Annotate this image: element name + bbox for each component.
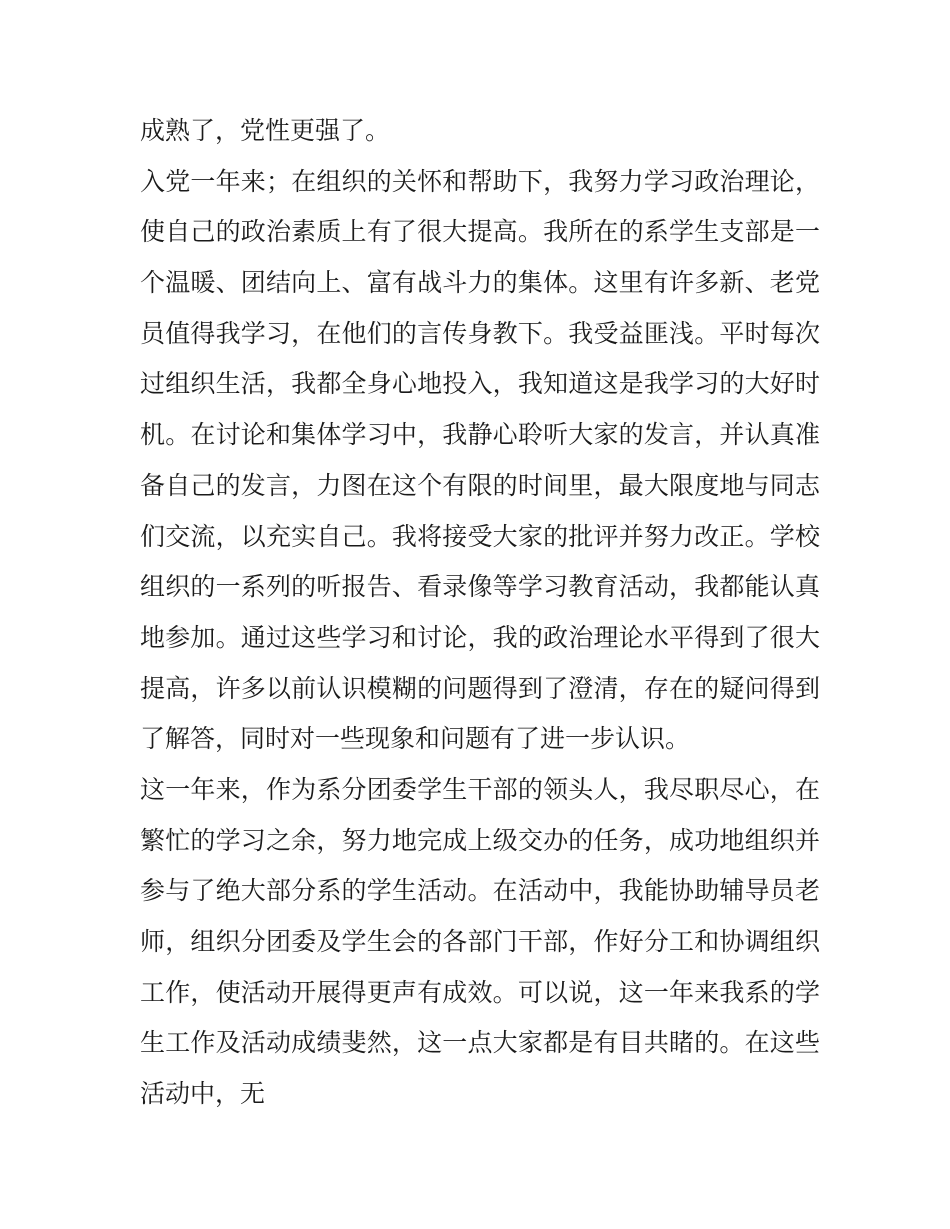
text-line: 入党一年来；在组织的关怀和帮助下，我努力学习政治理论， — [140, 166, 820, 196]
text-line: 生工作及活动成绩斐然，这一点大家都是有目共睹的。在这些 — [140, 1028, 820, 1058]
text-line: 活动中，无 — [140, 1079, 266, 1109]
body-text — [140, 106, 820, 1120]
text-line: 参与了绝大部分系的学生活动。在活动中，我能协助辅导员老 — [140, 876, 820, 906]
text-line: 个温暖、团结向上、富有战斗力的集体。这里有许多新、老党 — [140, 268, 820, 298]
text-line: 提高，许多以前认识模糊的问题得到了澄清，存在的疑问得到 — [140, 673, 820, 703]
text-line: 过组织生活，我都全身心地投入，我知道这是我学习的大好时 — [140, 369, 820, 399]
text-line: 地参加。通过这些学习和讨论，我的政治理论水平得到了很大 — [140, 622, 820, 652]
text-line: 繁忙的学习之余，努力地完成上级交办的任务，成功地组织并 — [140, 825, 820, 855]
text-line: 们交流，以充实自己。我将接受大家的批评并努力改正。学校 — [140, 521, 820, 551]
text-line: 备自己的发言，力图在这个有限的时间里，最大限度地与同志 — [140, 470, 820, 500]
text-line: 机。在讨论和集体学习中，我静心聆听大家的发言，并认真准 — [140, 420, 820, 450]
text-line: 这一年来，作为系分团委学生干部的领头人，我尽职尽心，在 — [140, 774, 820, 804]
text-line: 成熟了，党性更强了。 — [140, 116, 391, 145]
text-line: 员值得我学习，在他们的言传身教下。我受益匪浅。平时每次 — [140, 318, 820, 348]
text-line: 工作，使活动开展得更声有成效。可以说，这一年来我系的学 — [140, 977, 820, 1007]
text-line: 使自己的政治素质上有了很大提高。我所在的系学生支部是一 — [140, 217, 820, 247]
text-line: 了解答，同时对一些现象和问题有了进一步认识。 — [140, 724, 691, 754]
text-line: 组织的一系列的听报告、看录像等学习教育活动，我都能认真 — [140, 572, 820, 602]
text-line: 师，组织分团委及学生会的各部门干部，作好分工和协调组织 — [140, 927, 820, 956]
